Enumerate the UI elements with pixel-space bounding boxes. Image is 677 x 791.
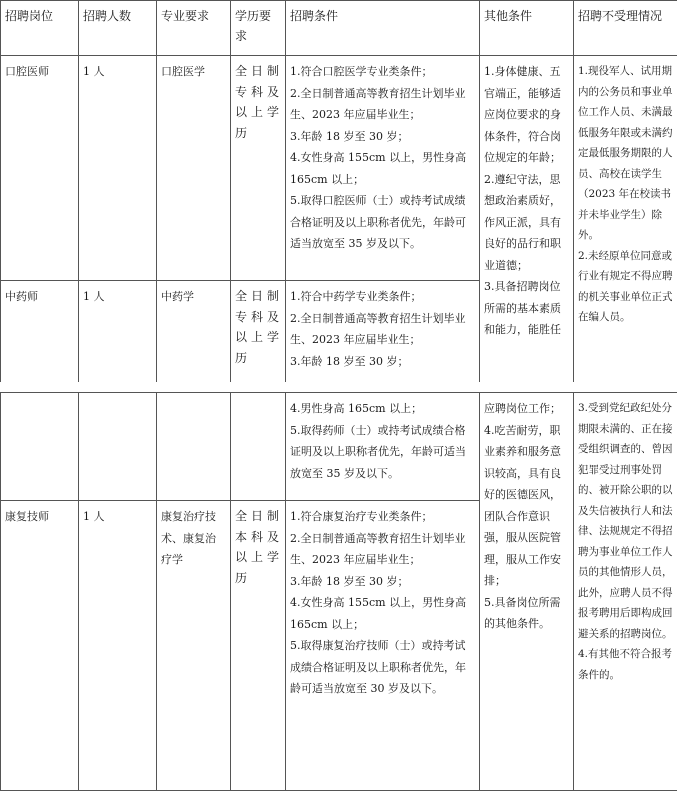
post-major: 中药学 bbox=[157, 281, 231, 383]
other-item: 1.身体健康、五官端正，能够适应岗位要求的身体条件，符合岗位规定的年龄； bbox=[484, 65, 561, 164]
condition-item: 2.全日制普通高等教育招生计划毕业生、2023 年应届毕业生； bbox=[290, 86, 466, 121]
other-item: 4.吃苦耐劳，职业素养和服务意识较高，具有良好的医德医风，团队合作意识强，服从医院管理，服从工作安排； bbox=[484, 423, 561, 587]
refuse-conditions bbox=[574, 56, 677, 383]
post-major: 康复治疗技术、康复治疗学 bbox=[157, 501, 231, 791]
empty-cell bbox=[1, 393, 79, 501]
post-conditions bbox=[286, 56, 480, 281]
other-item: 应聘岗位工作； bbox=[484, 402, 561, 415]
empty-cell bbox=[79, 393, 157, 501]
header-edu: 学历要求 bbox=[231, 1, 286, 56]
condition-item: 4.女性身高 155cm 以上，男性身高 165cm 以上； bbox=[290, 596, 467, 631]
post-name: 康复技师 bbox=[1, 501, 79, 791]
post-name: 口腔医师 bbox=[1, 56, 79, 281]
condition-item: 5.取得口腔医师（士）或持考试成绩合格证明及以上职称者优先，年龄可适当放宽至 35 岁及以下。 bbox=[290, 194, 466, 250]
other-item: 2.遵纪守法，思想政治素质好，作风正派，具有良好的品行和职业道德； bbox=[484, 172, 561, 272]
empty-cell bbox=[231, 393, 286, 501]
condition-item: 2.全日制普通高等教育招生计划毕业生、2023 年应届毕业生； bbox=[290, 531, 466, 566]
refuse-conditions bbox=[574, 393, 677, 791]
condition-item: 5.取得药师（士）或持考试成绩合格证明及以上职称者优先，年龄可适当放宽至 35 岁及以下。 bbox=[290, 423, 466, 480]
recruitment-table-part2 bbox=[0, 392, 677, 791]
header-post: 招聘岗位 bbox=[1, 1, 79, 56]
other-conditions bbox=[480, 393, 574, 791]
continuation-row bbox=[1, 393, 677, 501]
condition-item: 3.年龄 18 岁至 30 岁； bbox=[290, 574, 409, 588]
header-conditions: 招聘条件 bbox=[286, 1, 480, 56]
refuse-item: 2.未经原单位同意或行业有规定不得应聘的机关事业单位正式在编人员。 bbox=[578, 249, 673, 323]
post-conditions bbox=[286, 501, 480, 791]
refuse-item: 3.受到党纪政纪处分期限未满的、正在接受组织调查的、曾因犯罪受过刑事处罚的、被开除公职的以及失信被执行人和法律、法规规定不得招聘为事业单位工作人员的其他情形人员，此外，应聘人员不得报考聘用后即构成回避关系的招聘岗位。 bbox=[578, 402, 673, 640]
post-education: 全日制本科及以上学历 bbox=[231, 501, 286, 791]
recruitment-table-part1 bbox=[0, 0, 677, 383]
post-education: 全日制专科及以上学历 bbox=[231, 281, 286, 383]
post-name: 中药师 bbox=[1, 281, 79, 383]
post-count: 1 人 bbox=[79, 281, 157, 383]
condition-item: 1.符合康复治疗专业类条件； bbox=[290, 510, 433, 523]
refuse-item: 4.有其他不符合报考条件的。 bbox=[578, 648, 673, 681]
header-refuse: 招聘不受理情况 bbox=[574, 1, 677, 56]
refuse-item: 1.现役军人、试用期内的公务员和事业单位工作人员、未满最低服务年限或未满约定最低服务期限的人员、高校在读学生（2023 年在校读书并未毕业学生）除外。 bbox=[578, 65, 673, 241]
condition-item: 4.男性身高 165cm 以上； bbox=[290, 402, 423, 415]
other-conditions bbox=[480, 56, 574, 383]
post-count: 1 人 bbox=[79, 501, 157, 791]
table-row bbox=[1, 56, 677, 281]
header-major: 专业要求 bbox=[157, 1, 231, 56]
header-count: 招聘人数 bbox=[79, 1, 157, 56]
post-count: 1 人 bbox=[79, 56, 157, 281]
condition-item: 1.符合中药学专业类条件； bbox=[290, 290, 422, 303]
header-row bbox=[1, 1, 677, 56]
condition-item: 3.年龄 18 岁至 30 岁； bbox=[290, 129, 409, 143]
post-major: 口腔医学 bbox=[157, 56, 231, 281]
condition-item: 4.女性身高 155cm 以上，男性身高 165cm 以上； bbox=[290, 151, 467, 186]
header-other: 其他条件 bbox=[480, 1, 574, 56]
other-item: 3.具备招聘岗位所需的基本素质和能力，能胜任 bbox=[484, 280, 561, 336]
condition-item: 5.取得康复治疗技师（士）或持考试成绩合格证明及以上职称者优先，年龄可适当放宽至 30 岁及以下。 bbox=[290, 639, 466, 695]
condition-item: 1.符合口腔医学专业类条件； bbox=[290, 65, 433, 78]
page-break bbox=[0, 382, 677, 391]
condition-item: 3.年龄 18 岁至 30 岁； bbox=[290, 354, 409, 368]
post-conditions bbox=[286, 281, 480, 383]
post-education: 全日制专科及以上学历 bbox=[231, 56, 286, 281]
post-conditions bbox=[286, 393, 480, 501]
empty-cell bbox=[157, 393, 231, 501]
other-item: 5.具备岗位所需的其他条件。 bbox=[484, 595, 561, 630]
condition-item: 2.全日制普通高等教育招生计划毕业生、2023 年应届毕业生； bbox=[290, 311, 466, 346]
